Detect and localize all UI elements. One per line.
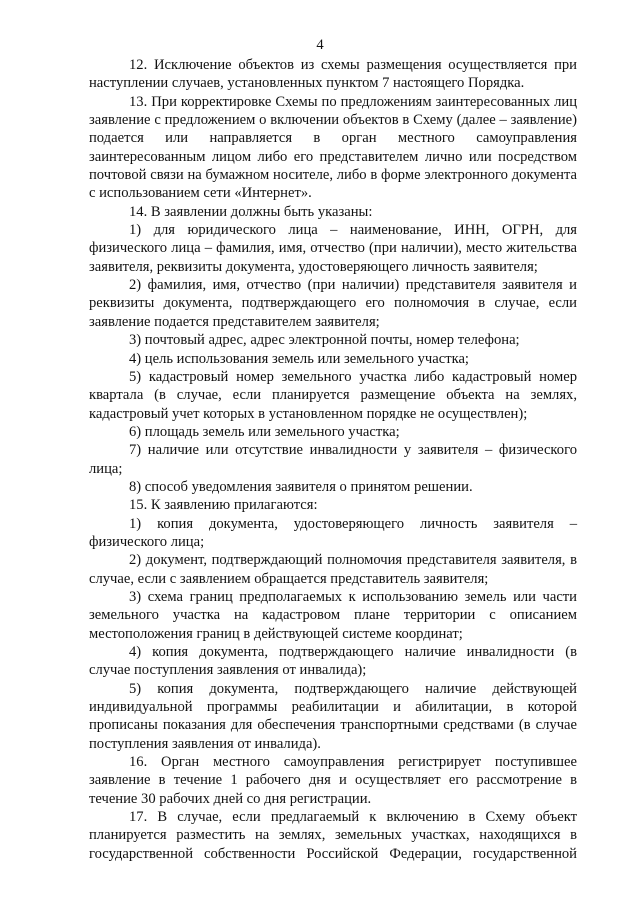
list-item-14-3: 3) почтовый адрес, адрес электронной почты, номер телефона; [129, 332, 520, 349]
paragraph-13: 13. При корректировке Схемы по предложениям заинтересованных лиц заявление с предложением о включении объектов в Схему (далее – заявление) подается или направляется в орган местного самоуправления заинтересованным лицом либо его представителем лично или посредством почтовой связи на бумажном носителе, либо в форме электронного документа с использованием сети «Интернет». [89, 93, 577, 202]
list-item-14-4: 4) цель использования земель или земельного участка; [129, 350, 469, 367]
list-item-15-4: 4) копия документа, подтверждающего наличие инвалидности (в случае поступления заявления от инвалида); [89, 644, 577, 679]
list-item-15-2: 2) документ, подтверждающий полномочия представителя заявителя, в случае, если с заявлением обращается представитель заявителя; [89, 552, 577, 587]
list-item-15-1: 1) копия документа, удостоверяющего личность заявителя – физического лица; [89, 515, 577, 550]
list-item-14-5: 5) кадастровый номер земельного участка либо кадастровый номер квартала (в случае, если планируется размещение объекта на землях, кадастровый учет которых в установленном порядке не осуществлен); [89, 368, 577, 422]
page-number: 4 [316, 37, 324, 53]
list-item-14-8: 8) способ уведомления заявителя о принятом решении. [129, 478, 473, 495]
paragraph-14: 14. В заявлении должны быть указаны: [129, 203, 373, 220]
list-item-14-7: 7) наличие или отсутствие инвалидности у заявителя – физического лица; [89, 442, 577, 477]
list-item-14-6: 6) площадь земель или земельного участка; [129, 423, 400, 440]
paragraph-15: 15. К заявлению прилагаются: [129, 497, 318, 514]
paragraph-17: 17. В случае, если предлагаемый к включению в Схему объект планируется разместить на землях, земельных участках, находящихся в государственной собственности Российской Федерации, государственной [89, 809, 577, 862]
document-body [89, 56, 577, 863]
paragraph-12: 12. Исключение объектов из схемы размещения осуществляется при наступлении случаев, установленных пунктом 7 настоящего Порядка. [89, 57, 577, 92]
paragraph-16: 16. Орган местного самоуправления регистрирует поступившее заявление в течение 1 рабочего дня и осуществляет его рассмотрение в течение 30 рабочих дней со дня регистрации. [89, 754, 577, 807]
list-item-15-3: 3) схема границ предполагаемых к использованию земель или части земельного участка на кадастровом плане территории с описанием местоположения границ в действующей системе координат; [89, 588, 577, 642]
list-item-14-2: 2) фамилия, имя, отчество (при наличии) представителя заявителя и реквизиты документа, подтверждающего его полномочия в случае, если заявление подается представителем заявителя; [89, 277, 577, 330]
list-item-15-5: 5) копия документа, подтверждающего наличие действующей индивидуальной программы реабилитации и абилитации, в которой прописаны показания для обеспечения транспортными средствами (в случае поступления заявления от инвалида). [89, 680, 577, 752]
list-item-14-1: 1) для юридического лица – наименование, ИНН, ОГРН, для физического лица – фамилия, имя, отчество (при наличии), место жительства заявителя, реквизиты документа, удостоверяющего личность заявителя; [89, 222, 577, 275]
